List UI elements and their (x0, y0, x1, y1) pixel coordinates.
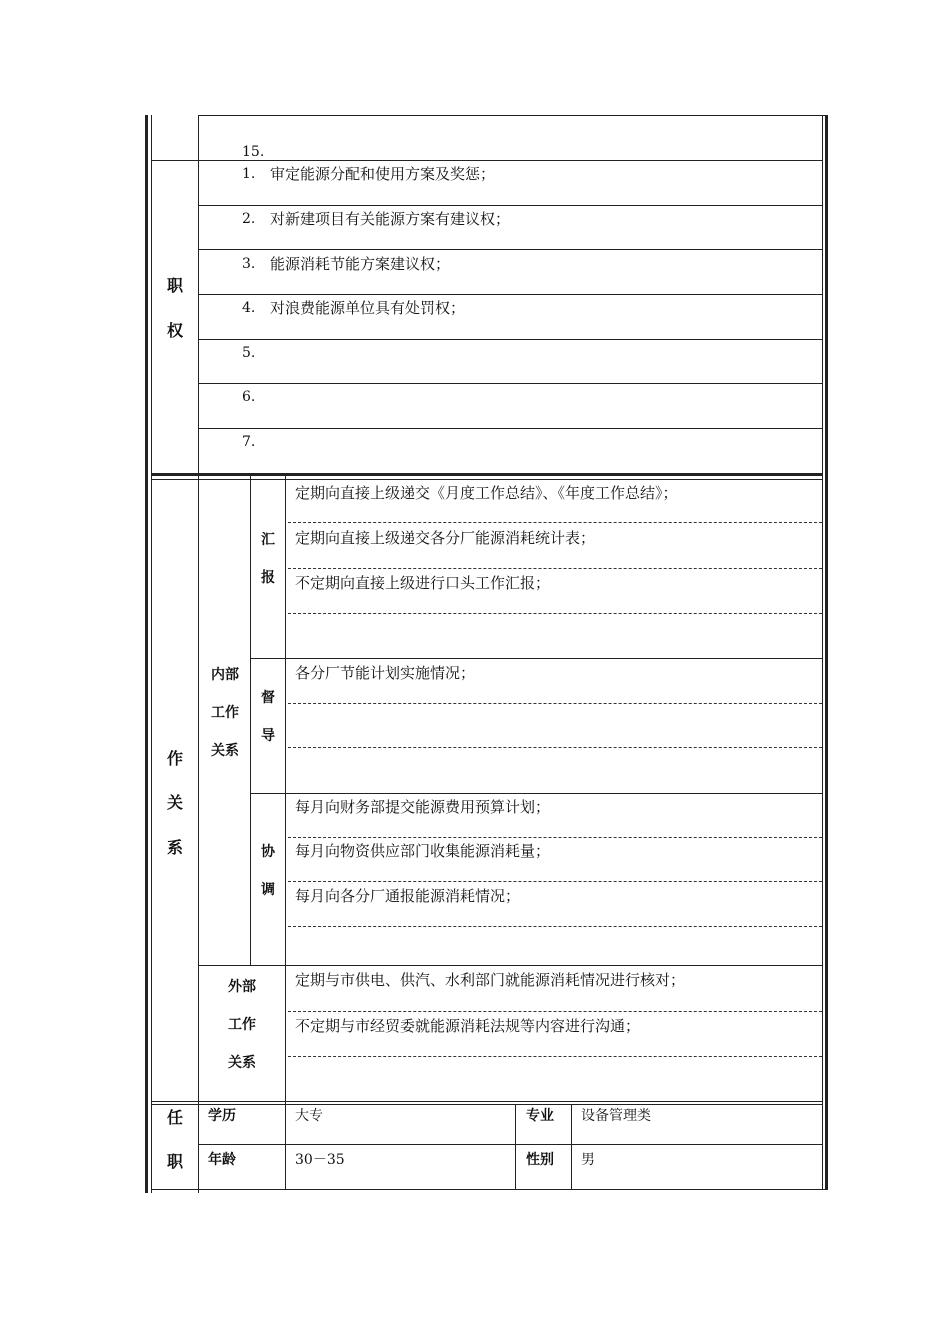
education-value: 大专 (295, 1108, 323, 1124)
external-label-2: 工作 (228, 1017, 256, 1033)
supervise-item-1: 各分厂节能计划实施情况； (295, 664, 476, 682)
report-item-3: 不定期向直接上级进行口头工作汇报； (295, 574, 551, 592)
relations-label-2: 关 (166, 793, 183, 812)
gender-label: 性别 (526, 1152, 554, 1168)
qualification-label-2: 职 (166, 1152, 183, 1171)
coordinate-item-1: 每月向财务部提交能源费用预算计划； (295, 798, 551, 816)
authority-item-3-text: 能源消耗节能方案建议权； (270, 255, 451, 273)
authority-item-2-number: 2. (242, 211, 256, 227)
major-label: 专业 (526, 1108, 554, 1124)
supervise-label-1: 督 (261, 690, 275, 706)
authority-item-5-number: 5. (242, 345, 256, 361)
age-label: 年龄 (208, 1152, 236, 1168)
authority-item-4-text: 对浪费能源单位具有处罚权； (270, 299, 466, 317)
coordinate-label-2: 调 (261, 882, 275, 898)
age-value: 30－35 (295, 1152, 345, 1168)
relations-label-1: 作 (166, 749, 183, 768)
report-item-1: 定期向直接上级递交《月度工作总结》、《年度工作总结》； (295, 484, 678, 502)
coordinate-item-2: 每月向物资供应部门收集能源消耗量； (295, 842, 551, 860)
external-label-3: 关系 (228, 1055, 256, 1071)
coordinate-label-1: 协 (261, 844, 275, 860)
internal-label-2: 工作 (211, 705, 239, 721)
authority-item-1-text: 审定能源分配和使用方案及奖惩； (270, 165, 496, 183)
authority-item-1-number: 1. (242, 166, 256, 182)
supervise-label-2: 导 (261, 728, 275, 744)
gender-value: 男 (581, 1152, 595, 1168)
qualification-label-1: 任 (166, 1108, 183, 1127)
item-15-number: 15. (242, 144, 265, 160)
internal-label-1: 内部 (211, 667, 239, 683)
report-item-2: 定期向直接上级递交各分厂能源消耗统计表； (295, 529, 596, 547)
relations-label-3: 系 (166, 838, 183, 857)
external-item-2: 不定期与市经贸委就能源消耗法规等内容进行沟通； (295, 1017, 641, 1035)
coordinate-item-3: 每月向各分厂通报能源消耗情况； (295, 887, 521, 905)
external-label-1: 外部 (228, 979, 256, 995)
authority-item-7-number: 7. (242, 434, 256, 450)
authority-item-4-number: 4. (242, 300, 256, 316)
education-label: 学历 (208, 1108, 236, 1124)
authority-item-2-text: 对新建项目有关能源方案有建议权； (270, 210, 511, 228)
authority-item-3-number: 3. (242, 256, 256, 272)
authority-label-1: 职 (166, 276, 183, 295)
report-label-1: 汇 (261, 532, 275, 548)
authority-item-6-number: 6. (242, 389, 256, 405)
major-value: 设备管理类 (581, 1108, 651, 1124)
internal-label-3: 关系 (211, 743, 239, 759)
external-item-1: 定期与市供电、供汽、水利部门就能源消耗情况进行核对； (295, 971, 686, 989)
authority-label-2: 权 (166, 321, 183, 340)
report-label-2: 报 (261, 570, 275, 586)
